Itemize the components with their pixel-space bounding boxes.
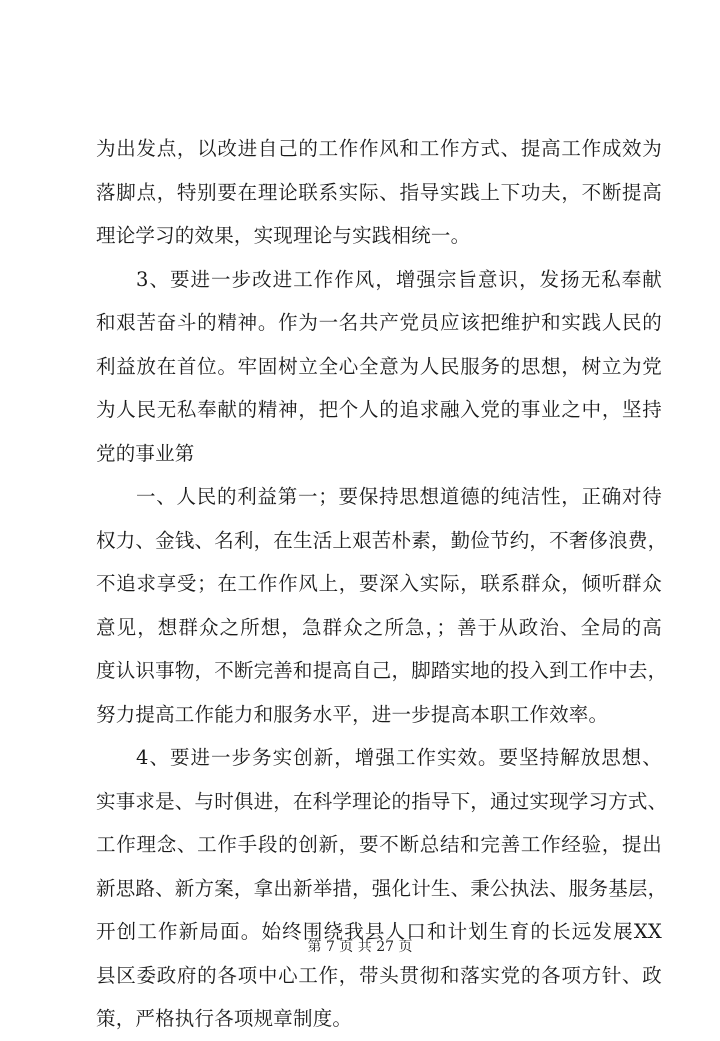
text-line: 工作理念、工作手段的创新，要不断总结和完善工作经验，提出: [96, 833, 662, 856]
text-line: 党的事业第: [96, 441, 195, 465]
text-line: 一、人民的利益第一；要保持思想道德的纯洁性，正确对待: [136, 485, 662, 508]
text-line: 和艰苦奋斗的精神。作为一名共产党员应该把维护和实践人民的: [96, 311, 662, 334]
text-line: 度认识事物，不断完善和提高自己，脚踏实地的投入到工作中去，: [96, 659, 668, 682]
text-line: 开创工作新局面。始终围绕我县人口和计划生育的长远发展XX: [96, 920, 662, 943]
text-line: 3、要进一步改进工作作风，增强宗旨意识，发扬无私奉献: [136, 267, 662, 291]
body-text: [96, 127, 668, 1041]
text-line: 理论学习的效果，实现理论与实践相统一。: [96, 224, 471, 247]
text-line: 4、要进一步务实创新，增强工作实效。要坚持解放思想、: [136, 746, 662, 769]
text-line: 新思路、新方案，拿出新举措，强化计生、秉公执法、服务基层，: [96, 876, 668, 900]
text-line: 县区委政府的各项中心工作，带头贯彻和落实党的各项方针、政: [96, 963, 662, 987]
text-line: 努力提高工作能力和服务水平，进一步提高本职工作效率。: [96, 702, 609, 726]
text-line: 策，严格执行各项规章制度。: [96, 1007, 353, 1030]
text-line: 意见，想群众之所想，急群众之所急，；善于从政治、全局的高: [96, 615, 662, 639]
page-number-footer: 第 7 页 共 27 页: [307, 939, 413, 955]
text-line: 为人民无私奉献的精神，把个人的追求融入党的事业之中，坚持: [96, 398, 662, 421]
text-line: 权力、金钱、名利，在生活上艰苦朴素，勤俭节约，不奢侈浪费，: [96, 528, 668, 552]
text-line: 不追求享受；在工作作风上，要深入实际，联系群众，倾听群众: [96, 572, 662, 595]
text-line: 为出发点，以改进自己的工作作风和工作方式、提高工作成效为: [96, 137, 662, 160]
text-line: 落脚点，特别要在理论联系实际、指导实践上下功夫，不断提高: [96, 180, 662, 204]
text-line: 利益放在首位。牢固树立全心全意为人民服务的思想，树立为党: [96, 354, 662, 378]
text-line: 实事求是、与时俱进，在科学理论的指导下，通过实现学习方式、: [96, 789, 668, 813]
